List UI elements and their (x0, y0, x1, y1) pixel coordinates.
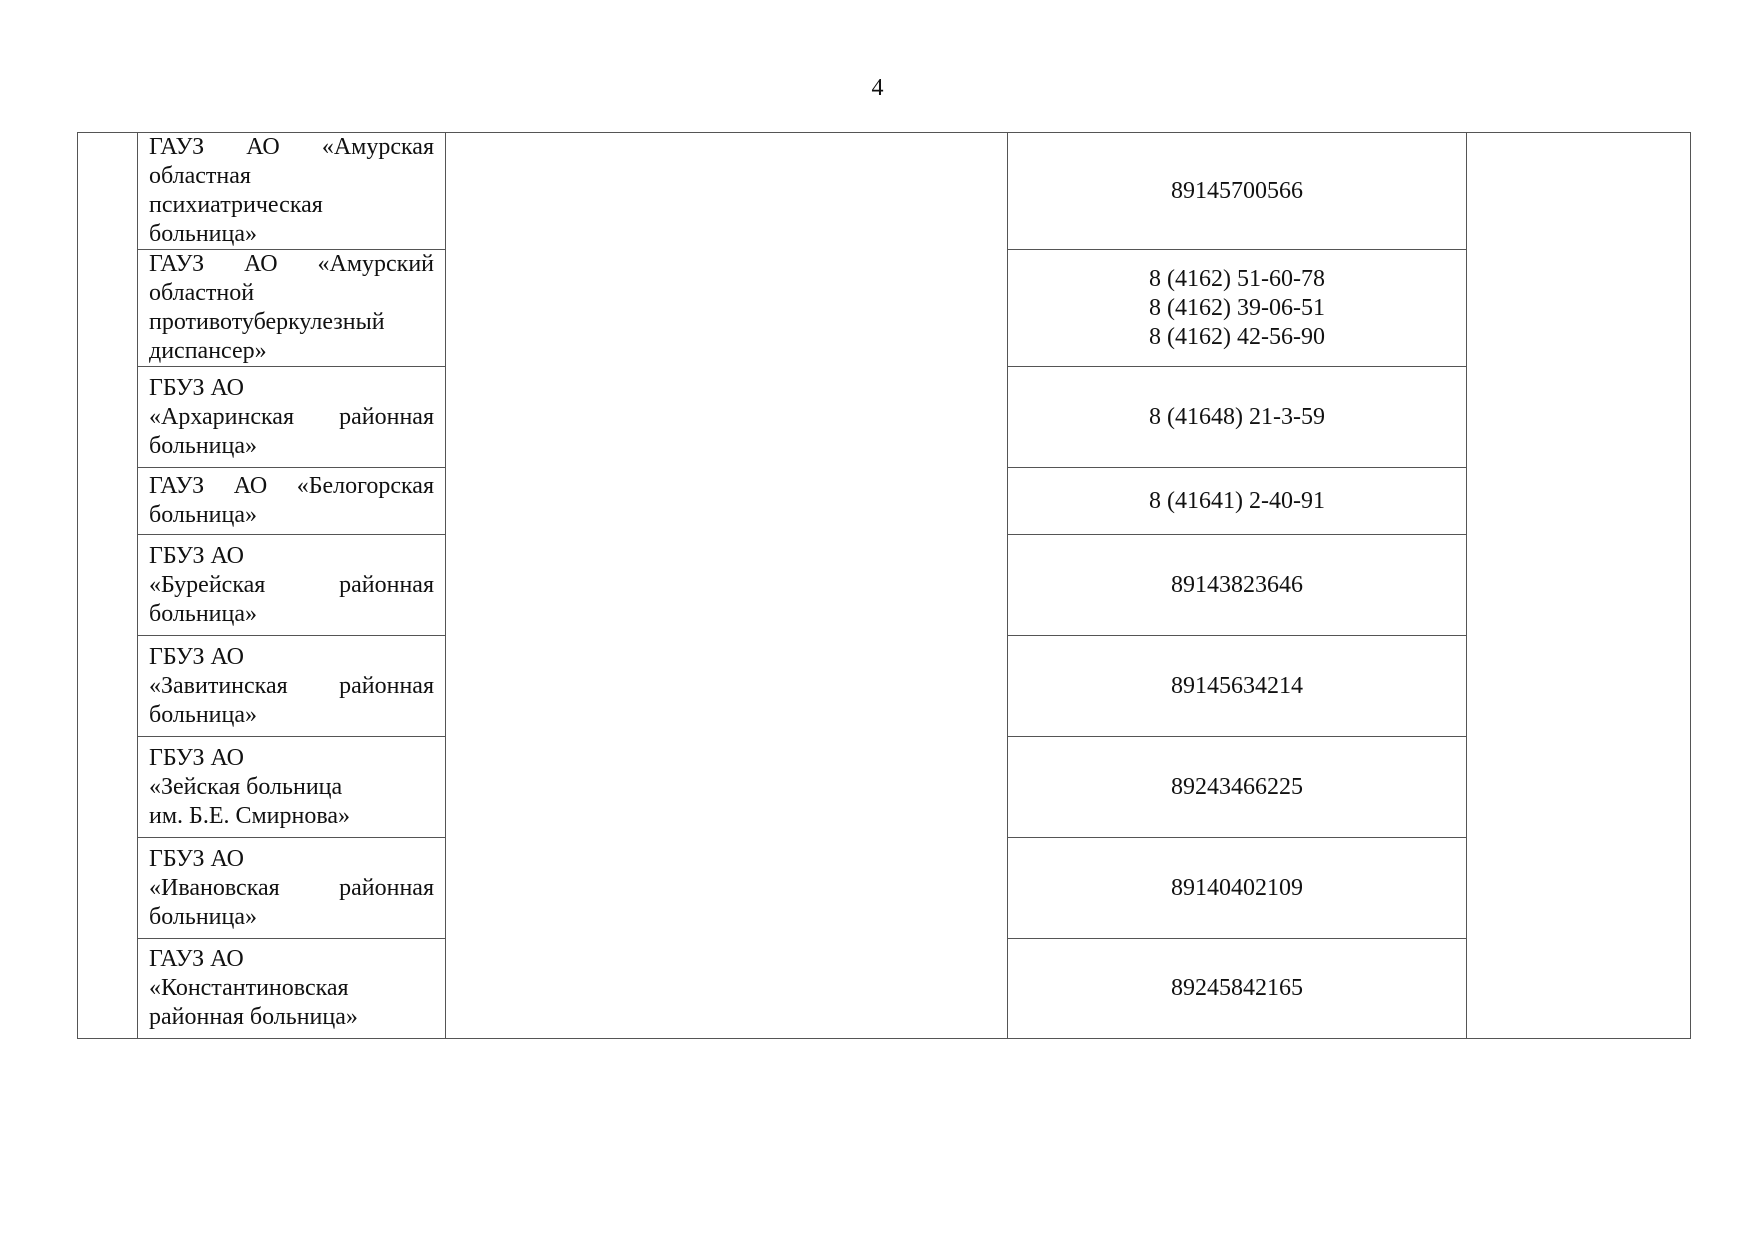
middle-column-cell (446, 133, 1008, 1039)
organization-name-line: «Зейская больница (149, 773, 343, 800)
phone-number: 89145700566 (1171, 177, 1303, 204)
organization-name-line: ГБУЗ АО (149, 643, 244, 670)
table-row (78, 133, 1691, 250)
phone-number: 8 (4162) 51-60-78 (1149, 265, 1325, 292)
phone-cell (1008, 468, 1467, 535)
organization-name-line: противотуберкулезный (149, 309, 385, 335)
phone-number: 8 (41641) 2-40-91 (1149, 487, 1325, 514)
phone-cell (1008, 367, 1467, 468)
organization-cell (138, 133, 446, 250)
organization-name-line: «Завитинская районная (149, 672, 434, 699)
organization-name-line: больница» (149, 432, 257, 459)
organization-name (138, 643, 445, 730)
organization-name (138, 133, 445, 249)
contacts-table (77, 132, 1691, 1039)
organization-name-line: ГАУЗ АО «Амурский (149, 251, 434, 277)
organization-cell (138, 250, 446, 367)
organization-name-line: психиатрическая (149, 192, 323, 218)
phone-cell (1008, 133, 1467, 250)
organization-name (138, 845, 445, 932)
organization-name (138, 945, 445, 1032)
organization-cell (138, 535, 446, 636)
organization-name-line: больница» (149, 502, 257, 528)
organization-name-line: ГБУЗ АО (149, 845, 244, 872)
organization-name-line: больница» (149, 903, 257, 930)
organization-name-line: диспансер» (149, 338, 267, 364)
phone-cell (1008, 737, 1467, 838)
organization-name (138, 472, 445, 530)
organization-name-line: ГБУЗ АО (149, 744, 244, 771)
organization-name-line: ГАУЗ АО «Амурская (149, 134, 434, 160)
organization-name-line: областная (149, 163, 251, 189)
organization-name-line: ГБУЗ АО (149, 374, 244, 401)
phone-number: 8 (41648) 21-3-59 (1149, 403, 1325, 430)
phone-cell (1008, 939, 1467, 1039)
number-column-cell (78, 133, 138, 1039)
organization-name-line: больница» (149, 221, 257, 247)
phone-number: 89140402109 (1171, 874, 1303, 901)
phone-number: 8 (4162) 42-56-90 (1149, 323, 1325, 350)
organization-name-line: больница» (149, 701, 257, 728)
phone-cell (1008, 838, 1467, 939)
organization-cell (138, 737, 446, 838)
organization-name-line: им. Б.Е. Смирнова» (149, 802, 351, 829)
organization-cell (138, 838, 446, 939)
organization-name-line: «Бурейская районная (149, 571, 434, 598)
organization-cell (138, 939, 446, 1039)
organization-cell (138, 468, 446, 535)
phone-number: 89245842165 (1171, 975, 1303, 1001)
phone-cell (1008, 250, 1467, 367)
organization-cell (138, 636, 446, 737)
organization-name (138, 542, 445, 629)
contacts-table-body (78, 133, 1691, 1039)
organization-cell (138, 367, 446, 468)
phone-cell (1008, 636, 1467, 737)
organization-name-line: ГАУЗ АО (149, 946, 244, 972)
organization-name-line: ГАУЗ АО «Белогорская (149, 473, 434, 499)
organization-name-line: больница» (149, 600, 257, 627)
phone-number: 89143823646 (1171, 571, 1303, 598)
organization-name (138, 744, 445, 831)
organization-name-line: районная больница» (149, 1004, 358, 1030)
phone-number: 89145634214 (1171, 672, 1303, 699)
last-column-cell (1467, 133, 1691, 1039)
organization-name-line: «Ивановская районная (149, 874, 434, 901)
phone-cell (1008, 535, 1467, 636)
organization-name-line: ГБУЗ АО (149, 542, 244, 569)
phone-number: 89243466225 (1171, 773, 1303, 800)
organization-name-line: «Константиновская (149, 975, 349, 1001)
page-number: 4 (871, 75, 884, 101)
organization-name (138, 374, 445, 461)
organization-name-line: «Архаринская районная (149, 403, 434, 430)
organization-name (138, 250, 445, 366)
organization-name-line: областной (149, 280, 255, 306)
phone-number: 8 (4162) 39-06-51 (1149, 294, 1325, 321)
